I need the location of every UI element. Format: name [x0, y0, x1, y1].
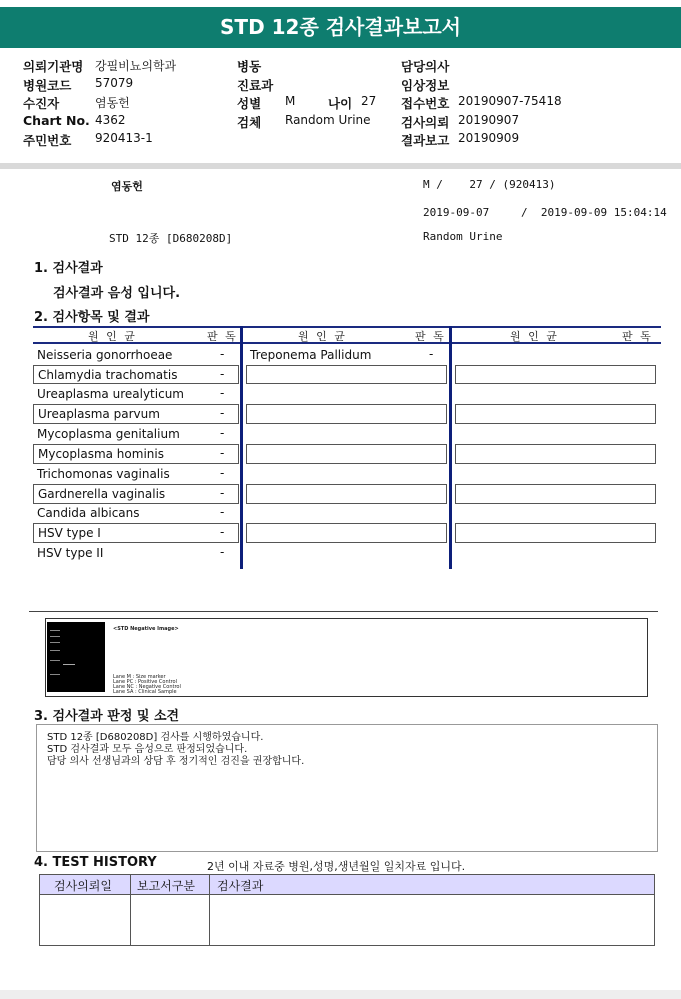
org-result: - — [429, 347, 434, 361]
org-row — [33, 504, 239, 523]
org-name: HSV type I — [38, 526, 101, 540]
label-resident-no: 주민번호 — [23, 133, 72, 148]
org-name: Chlamydia trachomatis — [38, 368, 178, 382]
col3-header-org: 원 인 균 — [510, 330, 559, 343]
label-age: 나이 — [328, 96, 353, 111]
org-row — [33, 544, 239, 563]
label-patient: 수진자 — [23, 96, 60, 111]
empty-row — [246, 365, 447, 384]
col1-header-org: 원 인 균 — [88, 330, 137, 343]
org-row — [33, 345, 239, 364]
org-row — [33, 484, 239, 504]
history-col-request-date: 검사의뢰일 — [54, 879, 112, 893]
gel-legend-1: Lane M : Size marker — [113, 674, 166, 680]
org-result: - — [220, 545, 225, 559]
value-report-date: 20190909 — [458, 131, 520, 145]
history-col-divider-1 — [130, 875, 131, 945]
value-hospital-code: 57079 — [95, 75, 134, 90]
gel-image — [47, 622, 105, 692]
patient-specimen: Random Urine — [423, 230, 503, 243]
label-chart-no: Chart No. — [23, 112, 90, 128]
org-name: HSV type II — [37, 546, 104, 560]
empty-row — [246, 484, 447, 504]
org-name: Neisseria gonorrhoeae — [37, 348, 173, 362]
gel-legend-4: Lane SA : Clinical Sample — [113, 689, 177, 695]
history-table — [39, 874, 655, 946]
label-department: 진료과 — [237, 77, 274, 93]
value-resident-no: 920413-1 — [95, 131, 153, 145]
label-hospital-code: 병원코드 — [23, 77, 72, 93]
history-col-divider-2 — [209, 875, 210, 945]
org-name: Ureaplasma parvum — [38, 407, 160, 421]
org-result: - — [220, 466, 225, 480]
value-institution: 강필비뇨의학과 — [95, 59, 177, 73]
opinion-line-3: 담당 의사 선생님과의 상담 후 정기적인 검진을 권장합니다. — [47, 756, 305, 767]
patient-test-name: STD 12종 [D680208D] — [109, 232, 233, 245]
org-name: Mycoplasma hominis — [38, 447, 164, 461]
header-col3 — [401, 57, 671, 150]
opinion-line-1: STD 12종 [D680208D] 검사를 시행하였습니다. — [47, 732, 264, 743]
patient-sex-age: M / 27 / (920413) — [423, 178, 556, 191]
org-result: - — [220, 446, 225, 460]
value-request-date: 20190907 — [458, 112, 520, 127]
label-specimen: 검체 — [237, 114, 262, 130]
value-receipt-no: 20190907-75418 — [458, 94, 562, 108]
org-name: Trichomonas vaginalis — [37, 467, 170, 481]
header-col2 — [237, 57, 397, 131]
empty-row — [455, 365, 656, 384]
section2-title: 2. 검사항목 및 결과 — [34, 310, 150, 325]
empty-row — [246, 444, 447, 464]
org-name: Candida albicans — [37, 506, 140, 520]
org-row — [33, 425, 239, 444]
divider-line — [29, 611, 658, 612]
empty-row — [246, 404, 447, 424]
label-receipt-no: 접수번호 — [401, 96, 450, 111]
org-result: - — [220, 367, 225, 381]
org-name: Mycoplasma genitalium — [37, 427, 180, 441]
patient-name: 염동헌 — [111, 180, 143, 193]
col2-header-org: 원 인 균 — [298, 330, 347, 343]
label-report-date: 결과보고 — [401, 133, 450, 148]
value-sex: M — [285, 94, 296, 108]
gel-legend-3: Lane NC : Negative Control — [113, 684, 181, 690]
org-result: - — [220, 505, 225, 519]
section3-title: 3. 검사결과 판정 및 소견 — [34, 709, 180, 724]
gel-caption: <STD Negative Image> — [113, 626, 179, 632]
label-request-date: 검사의뢰 — [401, 114, 450, 130]
opinion-line-2: STD 검사결과 모두 음성으로 판정되었습니다. — [47, 744, 248, 755]
col3-header-res: 판 독 — [622, 330, 653, 343]
org-row — [33, 365, 239, 384]
section4-title: 4. TEST HISTORY — [34, 855, 157, 870]
org-row — [246, 345, 447, 364]
org-row — [33, 523, 239, 543]
label-clinical-info: 임상정보 — [401, 77, 450, 93]
history-col-result: 검사결과 — [217, 879, 264, 893]
org-row — [33, 385, 239, 404]
org-row — [33, 444, 239, 464]
report-title: STD 12종 검사결과보고서 — [0, 7, 681, 48]
org-row — [33, 404, 239, 424]
label-ward: 병동 — [237, 59, 262, 74]
empty-row — [455, 523, 656, 543]
col2-header-res: 판 독 — [415, 330, 446, 343]
gel-legend-2: Lane PC : Positive Control — [113, 679, 177, 685]
patient-date-received: 2019-09-07 — [423, 206, 490, 219]
section1-title: 1. 검사결과 — [34, 261, 103, 276]
empty-row — [455, 484, 656, 504]
label-institution: 의뢰기관명 — [23, 59, 84, 74]
value-age: 27 — [361, 94, 377, 108]
history-col-report-type: 보고서구분 — [137, 879, 195, 893]
empty-row — [455, 404, 656, 424]
org-result: - — [220, 386, 225, 400]
label-doctor: 담당의사 — [401, 59, 450, 74]
header-col1 — [23, 57, 233, 150]
org-result: - — [220, 426, 225, 440]
org-name: Gardnerella vaginalis — [38, 487, 166, 501]
col1-header-res: 판 독 — [207, 330, 238, 343]
empty-row — [246, 523, 447, 543]
footer-band — [0, 990, 681, 999]
history-note: 2년 이내 자료중 병원,성명,생년월일 일치자료 입니다. — [207, 860, 466, 873]
org-row — [33, 465, 239, 484]
org-name: Ureaplasma urealyticum — [37, 387, 184, 401]
org-name: Treponema Pallidum — [250, 348, 372, 362]
value-specimen: Random Urine — [285, 112, 371, 127]
header-divider — [0, 163, 681, 169]
org-result: - — [220, 347, 225, 361]
org-result: - — [220, 486, 225, 500]
value-chart-no: 4362 — [95, 112, 126, 127]
history-header-row — [40, 875, 654, 895]
patient-date-reported: / 2019-09-09 15:04:14 — [521, 206, 667, 219]
label-sex: 성별 — [237, 96, 262, 111]
org-result: - — [220, 525, 225, 539]
empty-row — [455, 444, 656, 464]
column-divider-2 — [449, 326, 452, 569]
value-patient: 염동헌 — [95, 96, 130, 110]
column-divider-1 — [240, 326, 243, 569]
section1-summary: 검사결과 음성 입니다. — [53, 286, 181, 301]
org-result: - — [220, 406, 225, 420]
